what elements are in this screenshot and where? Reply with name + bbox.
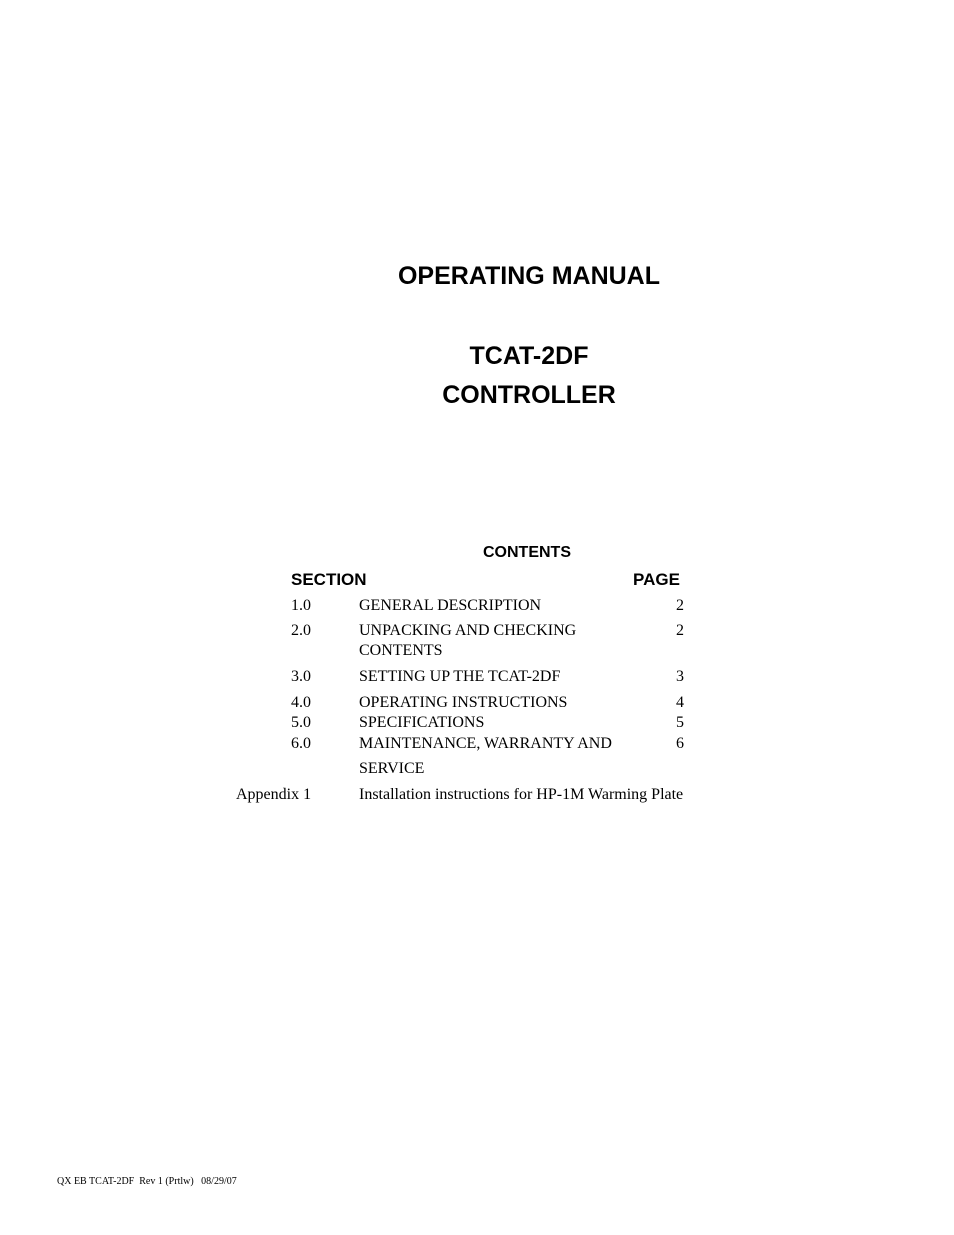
page-column-header: PAGE — [633, 570, 680, 589]
document-footer: QX EB TCAT-2DF Rev 1 (Prtlw) 08/29/07 — [57, 1176, 237, 1187]
toc-entry-title: UNPACKING AND CHECKING — [359, 622, 577, 639]
product-type: CONTROLLER — [442, 381, 616, 409]
toc-entry-number: 1.0 — [291, 597, 311, 614]
toc-entry-page: 2 — [676, 597, 684, 614]
toc-entry-page: 3 — [676, 668, 684, 685]
toc-entry-title-continued: CONTENTS — [359, 642, 443, 659]
toc-entry-page: 2 — [676, 622, 684, 639]
section-column-header: SECTION — [291, 570, 367, 589]
toc-entry-title: GENERAL DESCRIPTION — [359, 597, 542, 614]
toc-entry-title: OPERATING INSTRUCTIONS — [359, 694, 568, 711]
toc-entry-title: SPECIFICATIONS — [359, 714, 485, 731]
appendix-title: Installation instructions for HP-1M Warming Plate — [359, 786, 684, 803]
toc-entry-number: 3.0 — [291, 668, 311, 685]
toc-entry-number: 5.0 — [291, 714, 311, 731]
toc-entry-page: 4 — [676, 694, 684, 711]
appendix-label: Appendix 1 — [236, 786, 312, 803]
product-model: TCAT-2DF — [469, 342, 589, 370]
toc-entry-title: SETTING UP THE TCAT-2DF — [359, 668, 561, 685]
contents-heading: CONTENTS — [483, 544, 571, 561]
manual-title: OPERATING MANUAL — [397, 262, 661, 290]
toc-entry-title: MAINTENANCE, WARRANTY AND — [359, 735, 612, 752]
toc-entry-number: 2.0 — [291, 622, 311, 639]
toc-entry-number: 4.0 — [291, 694, 311, 711]
toc-entry-page: 6 — [676, 735, 684, 752]
toc-entry-number: 6.0 — [291, 735, 311, 752]
toc-entry-title-continued: SERVICE — [359, 760, 425, 777]
toc-entry-page: 5 — [676, 714, 684, 731]
